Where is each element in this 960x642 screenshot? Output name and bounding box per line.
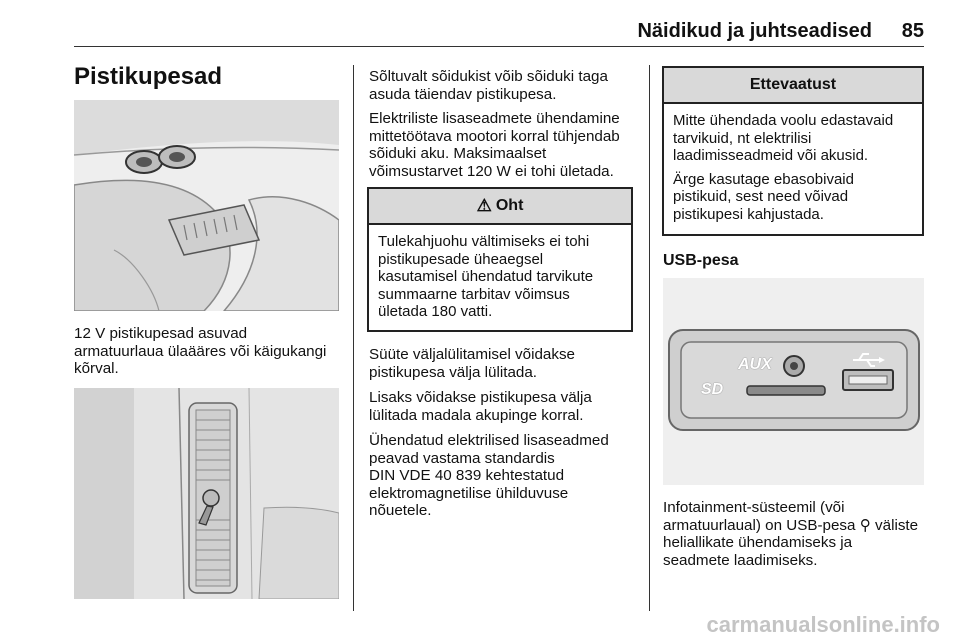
subsection-title: USB-pesa bbox=[663, 252, 739, 269]
warning-box-header bbox=[369, 189, 631, 225]
aux-label: AUX bbox=[738, 356, 772, 373]
column-divider bbox=[353, 65, 354, 611]
caution-box bbox=[662, 66, 924, 236]
column-divider bbox=[649, 65, 650, 611]
sd-label: SD bbox=[701, 381, 724, 398]
caution-box-paragraph-1: Mitte ühendada voolu edastavaid tarvikuid, nt elektrilisi laadimisseadmeid või akusid. bbox=[673, 112, 894, 164]
usb-panel-illustration bbox=[663, 278, 924, 485]
page-header-title: Näidikud ja juhtseadised bbox=[637, 20, 872, 42]
dashboard-socket-illustration bbox=[74, 100, 339, 311]
middle-paragraph-2: Elektriliste lisaseadmete ühendamine mittetöötava mootori korral tühjendab sõiduki aku. Maksimaalset võimsustarvet 120 W ei tohi ületada. bbox=[369, 110, 620, 180]
header-divider bbox=[74, 46, 924, 47]
usb-caption: Infotainment-süsteemil (või armatuurlaual) on USB-pesa ⚲ väliste heliallikate ühendamiseks ja seadmete laadimiseks. bbox=[663, 499, 919, 569]
middle-paragraph-5: Ühendatud elektrilised lisaseadmed peavad vastama standardis DIN VDE 40 839 kehtestatud elektromagnetilise ühilduvuse nõuetele. bbox=[369, 432, 609, 519]
left-caption: 12 V pistikupesad asuvad armatuurlaua ülaääres või käigukangi kõrval. bbox=[74, 325, 327, 377]
watermark: carmanualsonline.info bbox=[706, 612, 940, 637]
warning-triangle-icon: ⚠ bbox=[476, 196, 492, 215]
page-number: 85 bbox=[901, 20, 924, 42]
warning-box-text: Tulekahjuohu vältimiseks ei tohi pistikupesade üheaegsel kasutamisel ühendatud tarvikute summaarne tarbitav võimsus ületada 180 vatti. bbox=[378, 233, 594, 320]
middle-paragraph-1: Sõltuvalt sõidukist võib sõiduki taga asuda täiendav pistikupesa. bbox=[369, 68, 608, 103]
caution-box-paragraph-2: Ärge kasutage ebasobivaid pistikuid, sest need võivad pistikupesi kahjustada. bbox=[673, 170, 854, 223]
warning-box bbox=[367, 187, 633, 332]
warning-box-title: Oht bbox=[495, 197, 524, 214]
caution-box-header: Ettevaatust bbox=[664, 68, 922, 104]
middle-paragraph-4: Lisaks võidakse pistikupesa välja lülitada madala akupinge korral. bbox=[369, 389, 592, 424]
middle-paragraph-3: Süüte väljalülitamisel võidakse pistikupesa välja lülitada. bbox=[369, 346, 575, 381]
rear-socket-illustration bbox=[74, 388, 339, 599]
section-title: Pistikupesad bbox=[74, 63, 223, 90]
